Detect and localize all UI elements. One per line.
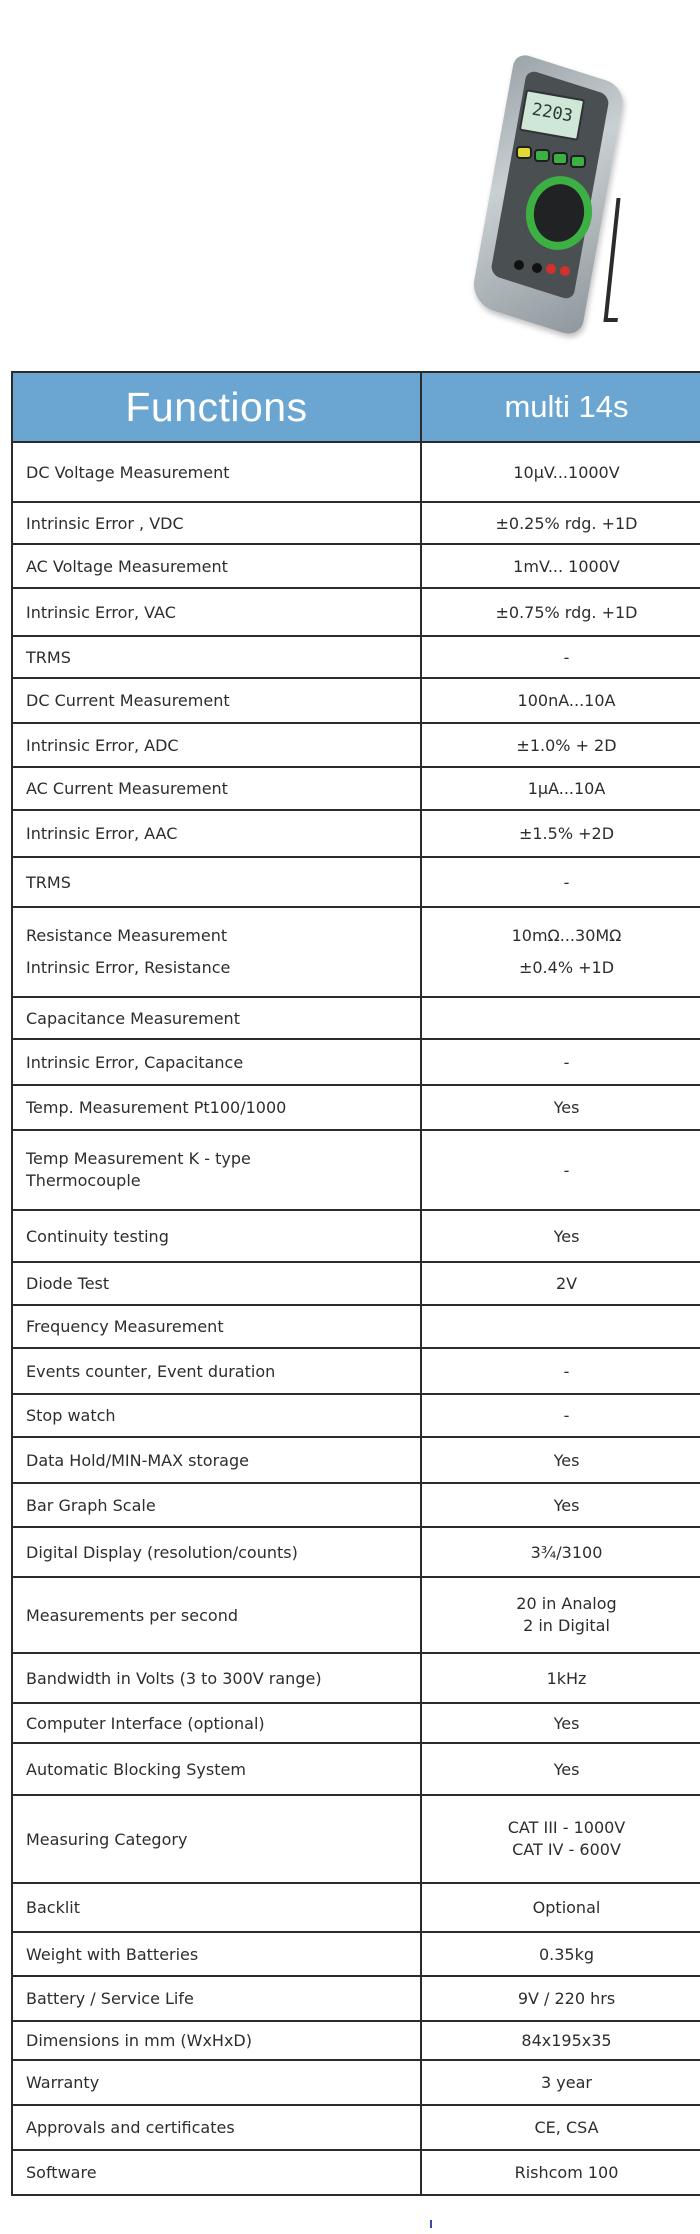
table-row <box>12 1437 700 1483</box>
meter-jack-red <box>560 266 570 276</box>
table-row <box>12 1703 700 1743</box>
stray-mark <box>430 2220 432 2228</box>
functions-column-header: Functions <box>12 372 421 442</box>
function-label: Digital Display (resolution/counts) <box>12 1527 421 1577</box>
function-value: Yes <box>421 1483 700 1527</box>
function-label: Intrinsic Error, AAC <box>12 810 421 857</box>
table-row <box>12 1394 700 1437</box>
multimeter-product-image <box>470 58 670 338</box>
function-value: 9V / 220 hrs <box>421 1976 700 2021</box>
function-label-line: Temp Measurement K - type <box>26 1149 251 1168</box>
function-label: Data Hold/MIN-MAX storage <box>12 1437 421 1483</box>
function-value: ±1.0% + 2D <box>421 723 700 767</box>
function-label <box>12 1130 421 1210</box>
function-value-line: CAT III - 1000V <box>507 1818 626 1837</box>
function-label: Intrinsic Error, Capacitance <box>12 1039 421 1085</box>
table-row <box>12 997 700 1039</box>
meter-button-green <box>570 155 586 168</box>
function-value: - <box>421 1348 700 1394</box>
function-label: Capacitance Measurement <box>12 997 421 1039</box>
table-row <box>12 2150 700 2195</box>
function-label-line: Thermocouple <box>26 1171 141 1190</box>
specifications-table <box>11 371 700 2196</box>
table-row <box>12 1795 700 1883</box>
function-value-line: ±0.4% +1D <box>518 958 615 977</box>
function-label: Automatic Blocking System <box>12 1743 421 1795</box>
function-label: Intrinsic Error, ADC <box>12 723 421 767</box>
table-row <box>12 636 700 678</box>
function-label-line: Resistance Measurement <box>26 926 228 945</box>
table-row <box>12 1085 700 1130</box>
function-value: 2V <box>421 1262 700 1305</box>
table-row <box>12 1653 700 1703</box>
function-value: Yes <box>421 1703 700 1743</box>
table-row <box>12 723 700 767</box>
table-row <box>12 442 700 502</box>
function-label: Continuity testing <box>12 1210 421 1262</box>
function-label: Bandwidth in Volts (3 to 300V range) <box>12 1653 421 1703</box>
function-label: Intrinsic Error, VAC <box>12 588 421 636</box>
function-value: - <box>421 1130 700 1210</box>
function-value: - <box>421 857 700 907</box>
table-row <box>12 502 700 544</box>
table-row <box>12 2105 700 2150</box>
model-column-header: multi 14s <box>421 372 700 442</box>
function-value: 84x195x35 <box>421 2021 700 2060</box>
table-row <box>12 810 700 857</box>
function-value: 100nA...10A <box>421 678 700 723</box>
table-header-row <box>12 372 700 442</box>
function-label: TRMS <box>12 857 421 907</box>
meter-button-green <box>534 149 550 162</box>
table-row <box>12 588 700 636</box>
table-row <box>12 1976 700 2021</box>
function-label: Stop watch <box>12 1394 421 1437</box>
function-label: AC Current Measurement <box>12 767 421 810</box>
function-label: Weight with Batteries <box>12 1932 421 1976</box>
table-row <box>12 1305 700 1348</box>
function-label: Bar Graph Scale <box>12 1483 421 1527</box>
function-label: Intrinsic Error , VDC <box>12 502 421 544</box>
function-value: 1µA...10A <box>421 767 700 810</box>
table-row <box>12 1883 700 1932</box>
function-value: Yes <box>421 1743 700 1795</box>
function-label <box>12 907 421 997</box>
function-value: Optional <box>421 1883 700 1932</box>
table-row <box>12 1210 700 1262</box>
function-label: Measurements per second <box>12 1577 421 1653</box>
function-label: Temp. Measurement Pt100/1000 <box>12 1085 421 1130</box>
function-value <box>421 907 700 997</box>
table-row <box>12 1348 700 1394</box>
table-row <box>12 857 700 907</box>
function-label-line: Intrinsic Error, Resistance <box>26 958 231 977</box>
table-body <box>12 442 700 2195</box>
table-row <box>12 1262 700 1305</box>
function-label: Diode Test <box>12 1262 421 1305</box>
function-value: - <box>421 1394 700 1437</box>
function-value <box>421 1795 700 1883</box>
table-row <box>12 1743 700 1795</box>
meter-jack-red <box>546 264 556 274</box>
function-value: 3 year <box>421 2060 700 2105</box>
table-row <box>12 1039 700 1085</box>
table-row <box>12 907 700 997</box>
function-value-line: 2 in Digital <box>523 1616 610 1635</box>
function-value: 3¾/3100 <box>421 1527 700 1577</box>
function-label: Software <box>12 2150 421 2195</box>
table-row <box>12 1932 700 1976</box>
function-label: Events counter, Event duration <box>12 1348 421 1394</box>
function-value-line: 10mΩ...30MΩ <box>511 926 622 945</box>
function-value: 10µV...1000V <box>421 442 700 502</box>
function-value <box>421 1577 700 1653</box>
function-value <box>421 997 700 1039</box>
function-value-line: 20 in Analog <box>516 1594 617 1613</box>
function-value: ±0.75% rdg. +1D <box>421 588 700 636</box>
function-value: 1mV... 1000V <box>421 544 700 588</box>
table-row <box>12 1577 700 1653</box>
function-label: Approvals and certificates <box>12 2105 421 2150</box>
function-value: Yes <box>421 1437 700 1483</box>
function-value: - <box>421 636 700 678</box>
function-value: Rishcom 100 <box>421 2150 700 2195</box>
function-value: 1kHz <box>421 1653 700 1703</box>
function-label: Backlit <box>12 1883 421 1932</box>
table-row <box>12 2060 700 2105</box>
function-label: Frequency Measurement <box>12 1305 421 1348</box>
function-label: Computer Interface (optional) <box>12 1703 421 1743</box>
table-row <box>12 1527 700 1577</box>
table-row <box>12 544 700 588</box>
function-label: Battery / Service Life <box>12 1976 421 2021</box>
meter-jack-black <box>532 263 542 273</box>
function-value <box>421 1305 700 1348</box>
function-value: ±0.25% rdg. +1D <box>421 502 700 544</box>
function-label: TRMS <box>12 636 421 678</box>
function-value: Yes <box>421 1085 700 1130</box>
function-value: Yes <box>421 1210 700 1262</box>
meter-display: 2203 <box>519 89 585 141</box>
function-value: CE, CSA <box>421 2105 700 2150</box>
table-row <box>12 1483 700 1527</box>
function-value: 0.35kg <box>421 1932 700 1976</box>
table-row <box>12 2021 700 2060</box>
meter-jack-black <box>514 260 524 270</box>
meter-stand <box>603 198 630 322</box>
meter-button-green <box>552 152 568 165</box>
function-label: Measuring Category <box>12 1795 421 1883</box>
meter-button-yellow <box>516 146 532 159</box>
table-row <box>12 678 700 723</box>
function-label: DC Voltage Measurement <box>12 442 421 502</box>
function-value: ±1.5% +2D <box>421 810 700 857</box>
function-value-line: CAT IV - 600V <box>512 1840 621 1859</box>
function-label: DC Current Measurement <box>12 678 421 723</box>
function-value: - <box>421 1039 700 1085</box>
function-label: AC Voltage Measurement <box>12 544 421 588</box>
table-row <box>12 1130 700 1210</box>
table-row <box>12 767 700 810</box>
function-label: Warranty <box>12 2060 421 2105</box>
function-label: Dimensions in mm (WxHxD) <box>12 2021 421 2060</box>
